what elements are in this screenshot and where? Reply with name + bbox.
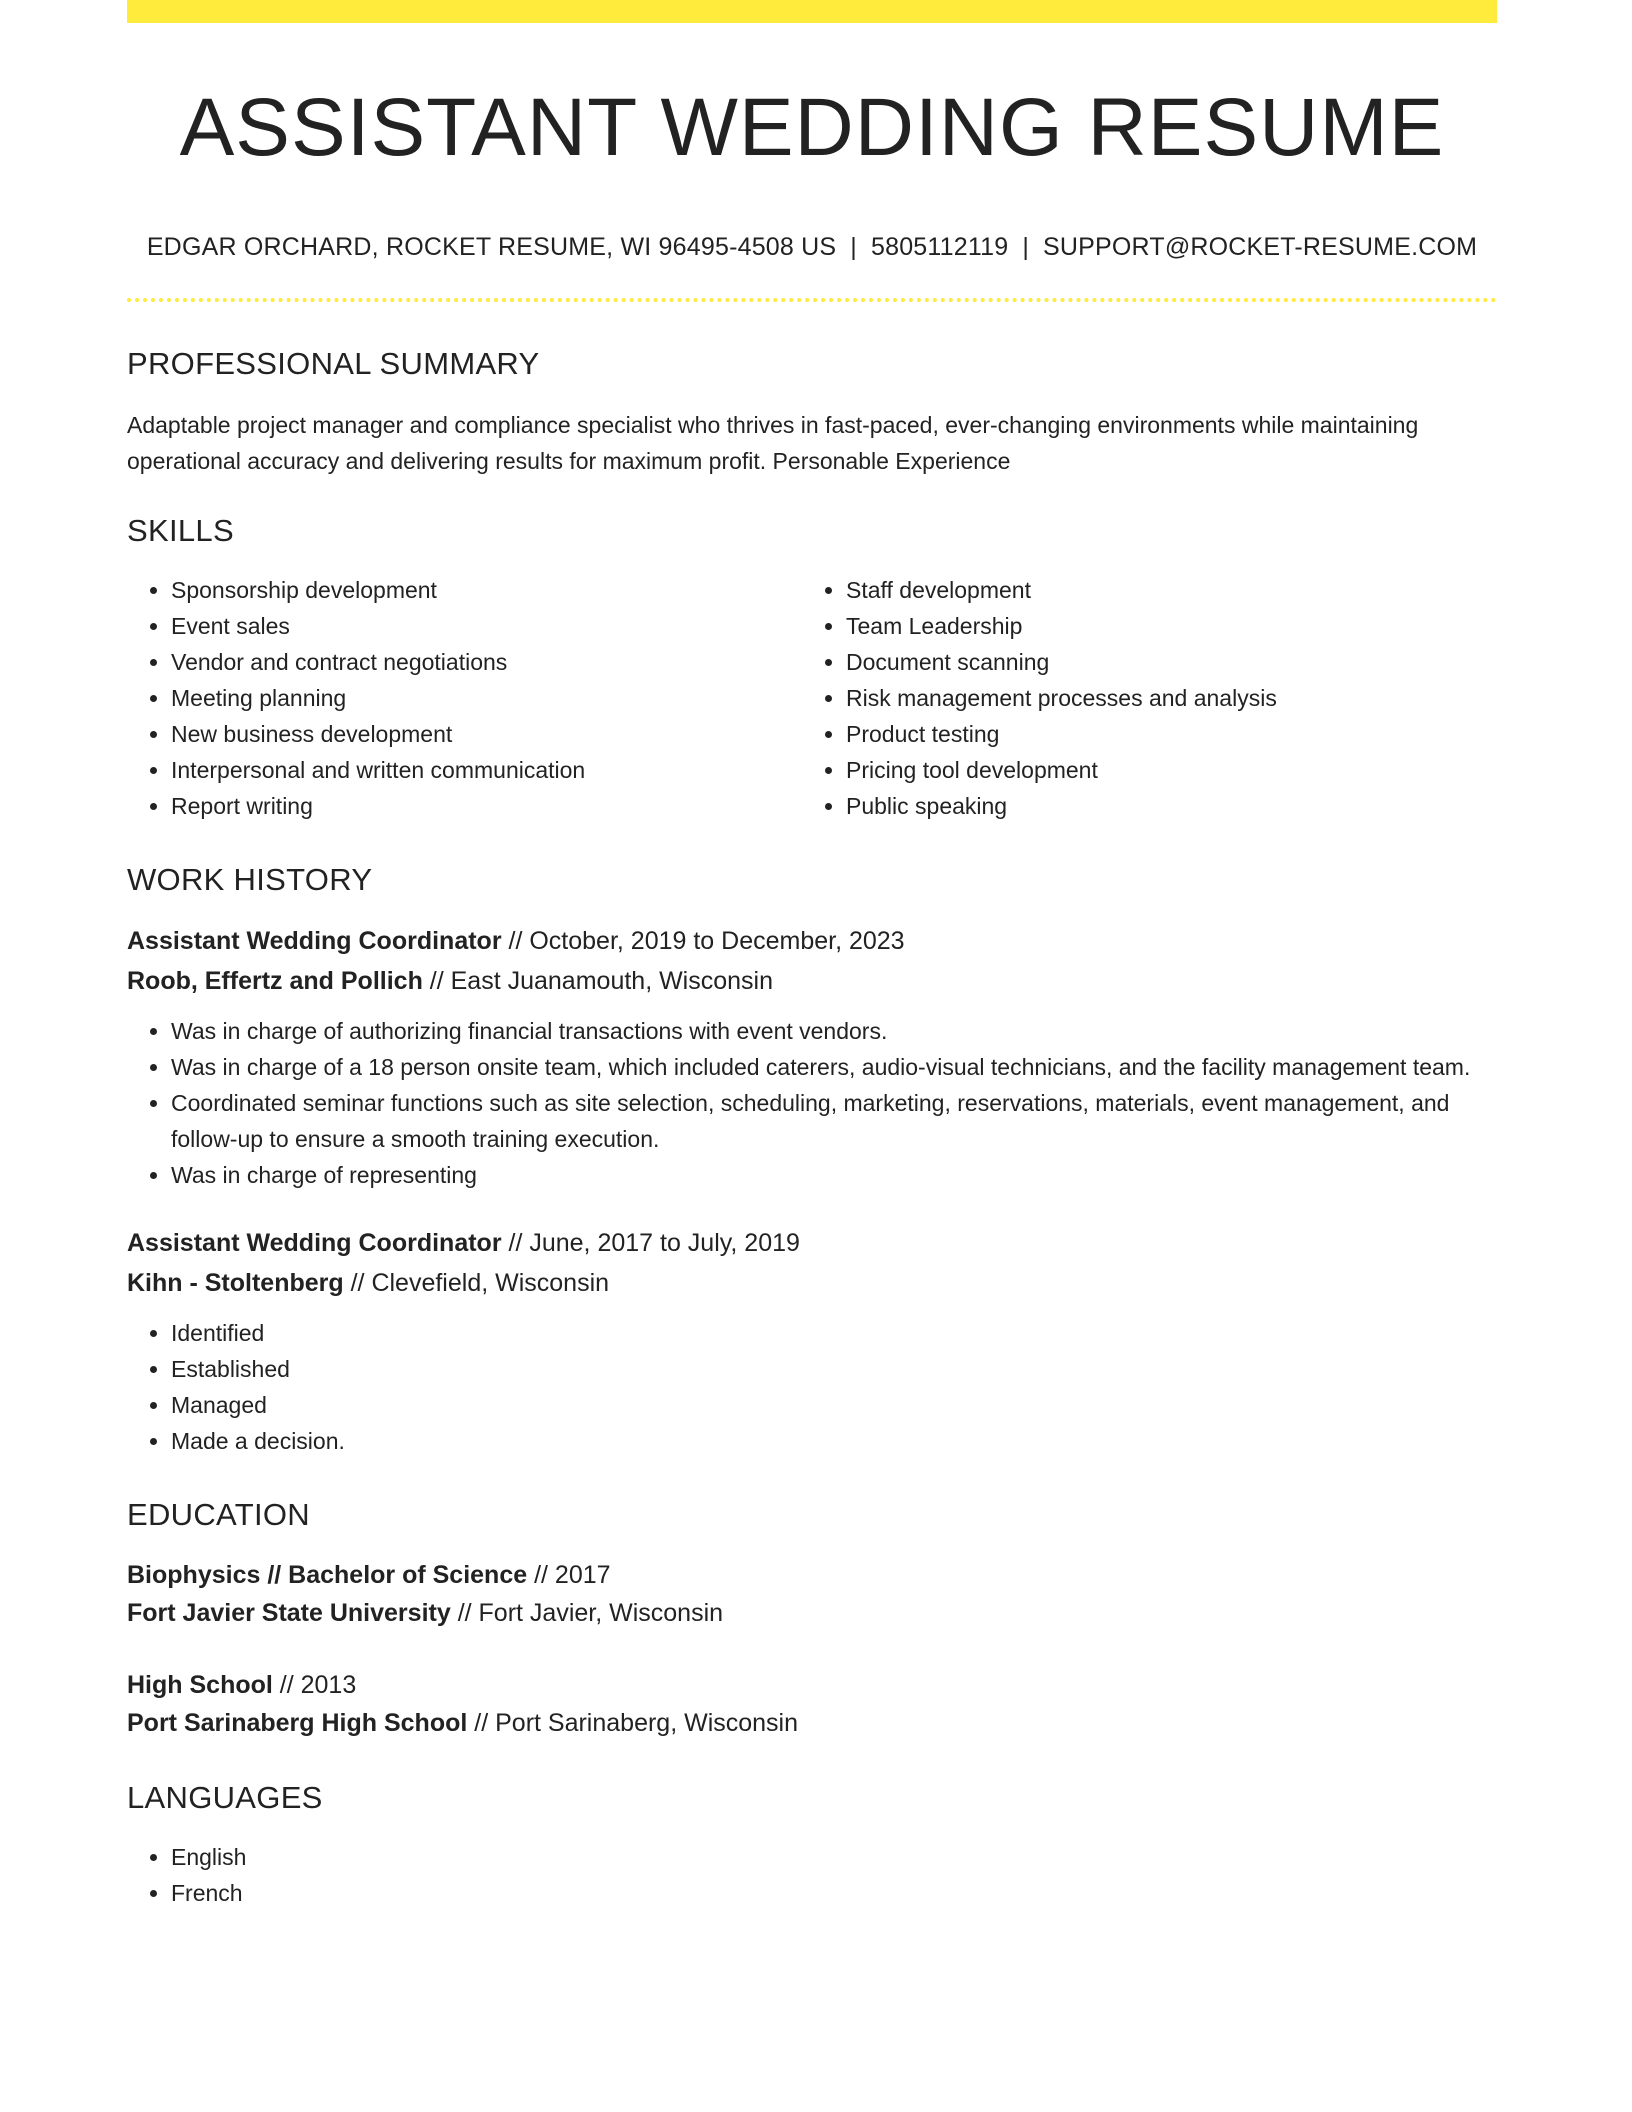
skill-item: • Event sales: [171, 608, 802, 644]
job-entry: [127, 921, 1497, 1193]
contact-address: EDGAR ORCHARD, ROCKET RESUME, WI 96495-4508 US: [146, 233, 837, 261]
job-title: Assistant Wedding Coordinator: [127, 927, 502, 955]
edu-degree-line: [127, 1556, 1497, 1594]
skills-section: [127, 515, 1497, 824]
accent-top-bar: [127, 0, 1497, 23]
education-entry: [127, 1556, 1497, 1632]
languages-section: [127, 1782, 1497, 1911]
skill-item: • Public speaking: [846, 788, 1477, 824]
edu-school: Port Sarinaberg High School: [127, 1709, 468, 1737]
skills-list: [127, 572, 802, 824]
job-entry: [127, 1223, 1497, 1459]
job-bullet: • Coordinated seminar functions such as site selection, scheduling, marketing, reservations, materials, event management, and follow-up to ensure a smooth training execution.: [171, 1085, 1497, 1157]
job-company-line: [127, 1263, 1497, 1303]
education-section: [127, 1499, 1497, 1742]
section-heading: LANGUAGES: [127, 1780, 323, 1815]
edu-school: Fort Javier State University: [127, 1599, 451, 1627]
skill-item: • Meeting planning: [171, 680, 802, 716]
edu-school-line: [127, 1704, 1497, 1742]
skill-item: • Report writing: [171, 788, 802, 824]
job-dates: // June, 2017 to July, 2019: [501, 1229, 800, 1257]
job-bullets: [127, 1013, 1497, 1193]
skill-item: • Document scanning: [846, 644, 1477, 680]
job-bullet: • Was in charge of a 18 person onsite team, which included caterers, audio-visual technicians, and the facility management team.: [171, 1049, 1497, 1085]
job-title: Assistant Wedding Coordinator: [127, 1229, 502, 1257]
skill-item: • Product testing: [846, 716, 1477, 752]
edu-year: // 2017: [527, 1561, 611, 1589]
job-bullet: • Established: [171, 1351, 1497, 1387]
resume-page: [127, 0, 1497, 1911]
skills-list: [802, 572, 1477, 824]
job-company: Kihn - Stoltenberg: [127, 1269, 344, 1297]
job-company-line: [127, 961, 1497, 1001]
job-title-line: [127, 921, 1497, 961]
job-location: // East Juanamouth, Wisconsin: [422, 967, 774, 995]
edu-school-line: [127, 1594, 1497, 1632]
job-bullet: • Made a decision.: [171, 1423, 1497, 1459]
summary-text: Adaptable project manager and compliance specialist who thrives in fast-paced, ever-changing environments while maintaining operational accuracy and delivering results for maximum profit. Personable Experience: [127, 412, 1419, 474]
contact-separator: |: [850, 233, 857, 261]
work-history-section: [127, 864, 1497, 1459]
skill-item: • Team Leadership: [846, 608, 1477, 644]
section-heading: PROFESSIONAL SUMMARY: [127, 346, 540, 381]
skill-item: • New business development: [171, 716, 802, 752]
skill-item: • Risk management processes and analysis: [846, 680, 1477, 716]
edu-degree-line: [127, 1666, 1497, 1704]
skill-item: • Staff development: [846, 572, 1477, 608]
contact-separator: |: [1022, 233, 1030, 261]
section-heading: SKILLS: [127, 513, 234, 548]
edu-degree: High School: [127, 1671, 273, 1699]
skill-item: • Interpersonal and written communication: [171, 752, 802, 788]
contact-line: [127, 235, 1497, 260]
job-company: Roob, Effertz and Pollich: [127, 967, 423, 995]
edu-degree: Biophysics // Bachelor of Science: [127, 1561, 528, 1589]
skills-grid: [127, 572, 1497, 824]
job-bullet: • Was in charge of representing: [171, 1157, 1497, 1193]
languages-list: [127, 1839, 1497, 1911]
job-bullets: [127, 1315, 1497, 1459]
job-title-line: [127, 1223, 1497, 1263]
edu-location: // Fort Javier, Wisconsin: [450, 1599, 724, 1627]
edu-year: // 2013: [272, 1671, 357, 1699]
language-item: • French: [171, 1875, 1497, 1911]
skill-item: • Pricing tool development: [846, 752, 1477, 788]
professional-summary-section: [127, 348, 1497, 479]
edu-location: // Port Sarinaberg, Wisconsin: [467, 1709, 799, 1737]
section-heading: EDUCATION: [127, 1497, 310, 1532]
job-bullet: • Was in charge of authorizing financial transactions with event vendors.: [171, 1013, 1497, 1049]
skills-column-right: [802, 572, 1477, 824]
job-dates: // October, 2019 to December, 2023: [501, 927, 905, 955]
resume-title: ASSISTANT WEDDING RESUME: [179, 82, 1445, 173]
education-entry: [127, 1666, 1497, 1742]
job-location: // Clevefield, Wisconsin: [343, 1269, 610, 1297]
section-heading: WORK HISTORY: [127, 862, 373, 897]
skills-column-left: [127, 572, 802, 824]
job-bullet: • Identified: [171, 1315, 1497, 1351]
language-item: • English: [171, 1839, 1497, 1875]
contact-phone: 5805112119: [871, 233, 1009, 261]
dotted-divider: [127, 298, 1497, 302]
contact-email: SUPPORT@ROCKET-RESUME.COM: [1043, 233, 1478, 261]
skill-item: • Vendor and contract negotiations: [171, 644, 802, 680]
job-bullet: • Managed: [171, 1387, 1497, 1423]
skill-item: • Sponsorship development: [171, 572, 802, 608]
